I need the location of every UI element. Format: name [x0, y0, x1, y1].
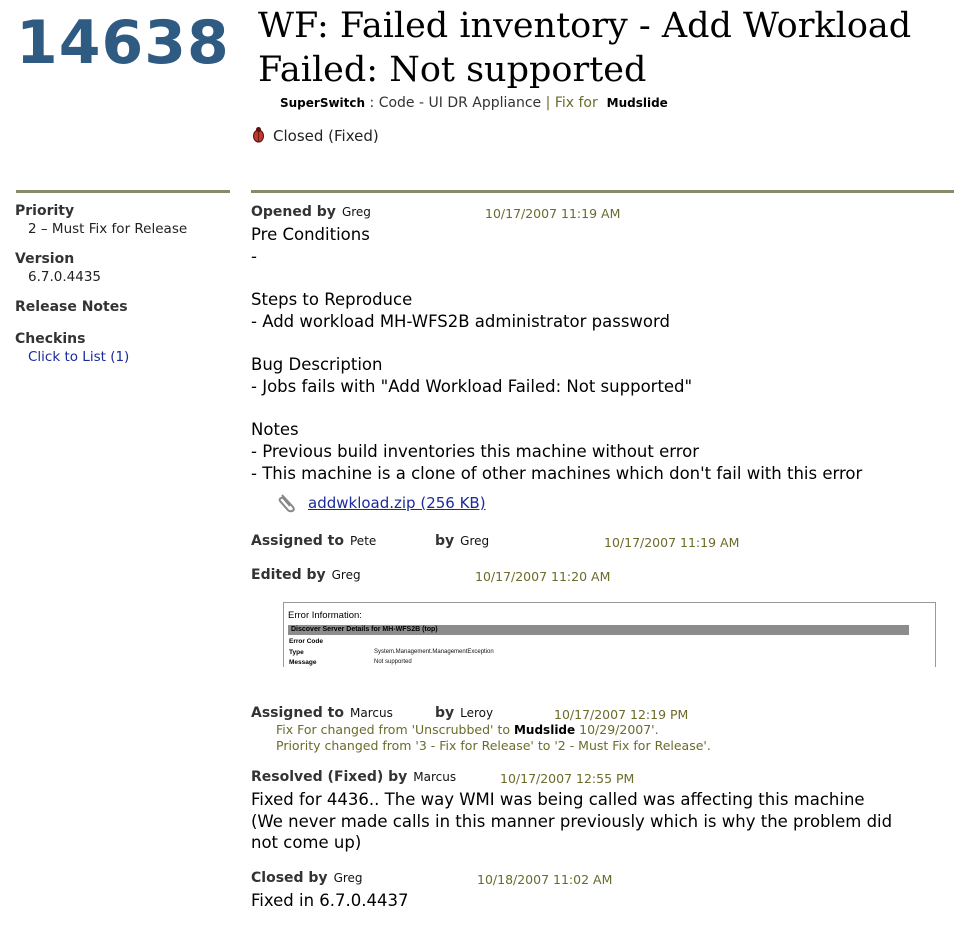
assigned-by-2 — [435, 705, 493, 721]
assigned-date-1: 10/17/2007 11:19 AM — [604, 535, 740, 550]
status-text: Closed (Fixed) — [273, 127, 379, 145]
edited-event — [251, 567, 361, 583]
assigned-by: Leroy — [460, 706, 494, 720]
resolved-date: 10/17/2007 12:55 PM — [500, 771, 635, 786]
bug-id: 14638 — [16, 8, 230, 78]
version-section — [15, 251, 101, 285]
change-fix-for-value: Mudslide — [513, 723, 576, 737]
screenshot-header: Error Information: — [288, 610, 362, 621]
fix-for-value[interactable]: Mudslide — [606, 96, 668, 110]
opened-by: Greg — [341, 205, 371, 219]
resolved-label: Resolved (Fixed) by — [251, 769, 408, 785]
bug-icon — [252, 126, 265, 143]
assigned-label: Assigned to — [251, 705, 344, 721]
version-value: 6.7.0.4435 — [28, 269, 101, 285]
screenshot-row-error-code: Error Code — [289, 638, 323, 645]
screenshot-bar-text: Discover Server Details for MH-WFS2B (top) — [291, 626, 438, 633]
area-separator: : — [365, 95, 379, 111]
screenshot-row-message: Message — [289, 659, 317, 666]
release-notes-section — [15, 299, 128, 315]
sidebar-divider — [16, 190, 230, 193]
assigned-event-1 — [251, 533, 376, 549]
edited-label: Edited by — [251, 567, 326, 583]
release-notes-label: Release Notes — [15, 299, 128, 315]
closed-description: Fixed in 6.7.0.4437 — [251, 891, 409, 910]
pipe-separator: | — [541, 95, 555, 111]
assigned-label: Assigned to — [251, 533, 344, 549]
by-label: by — [435, 533, 455, 549]
status-line — [252, 126, 379, 145]
resolved-description: Fixed for 4436.. The way WMI was being called was affecting this machine (We never made calls in this manner previously which is why the problem did not come up) — [251, 790, 893, 853]
closed-event — [251, 870, 363, 886]
assigned-date-2: 10/17/2007 12:19 PM — [554, 707, 689, 722]
assigned-to: Marcus — [350, 706, 393, 720]
checkins-section — [15, 331, 129, 365]
priority-label: Priority — [15, 203, 75, 219]
assigned-event-2 — [251, 705, 393, 721]
screenshot-bar — [288, 625, 909, 635]
screenshot-message-value: Not supported — [374, 659, 412, 665]
edited-date: 10/17/2007 11:20 AM — [475, 569, 611, 584]
screenshot-type-value: System.Management.ManagementException — [374, 649, 494, 655]
project-line — [280, 95, 668, 111]
edited-by: Greg — [331, 568, 361, 582]
change-priority: Priority changed from '3 - Fix for Release' to '2 - Must Fix for Release'. — [276, 738, 711, 753]
embedded-screenshot[interactable] — [283, 602, 936, 667]
assigned-to: Pete — [350, 534, 377, 548]
closed-by: Greg — [333, 871, 363, 885]
resolved-event — [251, 769, 456, 785]
opened-event — [251, 204, 371, 220]
assigned-by: Greg — [460, 534, 490, 548]
change-fix-for — [276, 722, 659, 737]
main-divider — [251, 190, 954, 193]
priority-value: 2 – Must Fix for Release — [28, 221, 188, 237]
opened-description: Pre Conditions - Steps to Reproduce - Add workload MH-WFS2B administrator password Bug Description - Jobs fails with "Add Workload Failed: Not supported" Notes - Previous build inventories this machine without error - This machine is a clone of other machines which don't fail with this error — [251, 225, 863, 483]
opened-label: Opened by — [251, 204, 336, 220]
resolved-by: Marcus — [413, 770, 457, 784]
closed-label: Closed by — [251, 870, 328, 886]
change-fix-for-post: 10/29/2007'. — [575, 722, 659, 737]
checkins-label: Checkins — [15, 331, 86, 347]
priority-section — [15, 203, 187, 237]
attachment-link[interactable]: addwkload.zip (256 KB) — [308, 494, 486, 512]
project-name[interactable]: SuperSwitch — [280, 96, 366, 110]
screenshot-row-type: Type — [289, 649, 304, 656]
version-label: Version — [15, 251, 75, 267]
assigned-by-1 — [435, 533, 489, 549]
change-fix-for-pre: Fix For changed from 'Unscrubbed' to — [276, 722, 514, 737]
attachment — [276, 492, 486, 514]
closed-date: 10/18/2007 11:02 AM — [477, 872, 613, 887]
bug-title: WF: Failed inventory - Add Workload Failed: Not supported — [258, 6, 912, 90]
paperclip-icon — [276, 492, 298, 514]
area-name[interactable]: Code - UI DR Appliance — [378, 95, 542, 111]
checkins-link[interactable]: Click to List (1) — [28, 349, 130, 365]
by-label: by — [435, 705, 455, 721]
opened-date: 10/17/2007 11:19 AM — [485, 206, 621, 221]
fix-for-label: Fix for — [554, 95, 598, 111]
